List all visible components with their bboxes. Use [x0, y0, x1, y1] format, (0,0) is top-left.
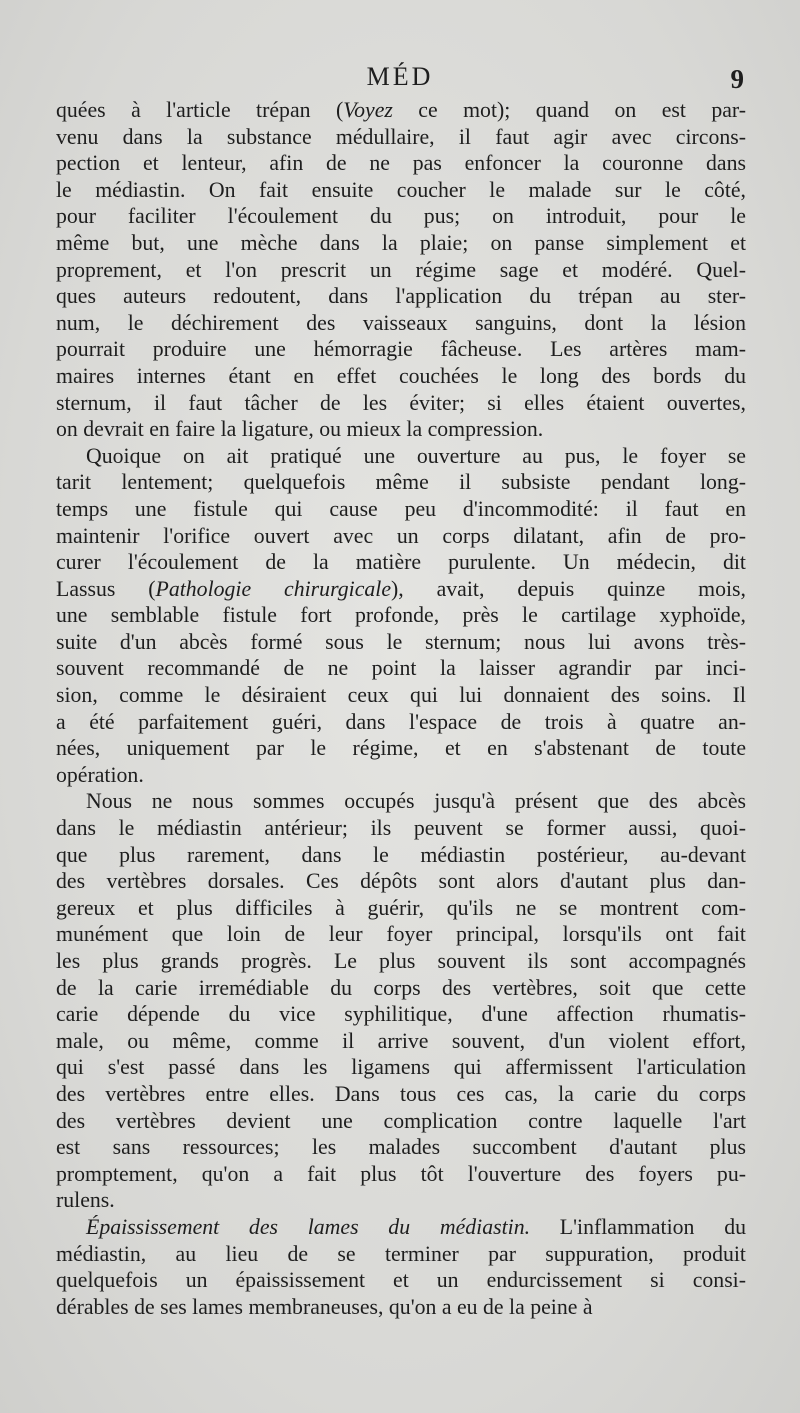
text-line: tarit lentement; quelquefois même il subsiste pendant long-	[56, 470, 746, 495]
body-text	[56, 97, 746, 1320]
text-line: Nous ne nous sommes occupés jusqu'à présent que des abcès	[86, 789, 746, 814]
running-title: MÉD	[366, 62, 434, 91]
text-line: venu dans la substance médullaire, il faut agir avec circons-	[56, 124, 746, 149]
text-line: nées, uniquement par le régime, et en s'abstenant de toute	[56, 736, 746, 761]
text-line: dérables de ses lames membraneuses, qu'on a eu de la peine à	[56, 1294, 593, 1319]
text-line: on devrait en faire la ligature, ou mieux la compression.	[56, 417, 544, 442]
text-line: ques auteurs redoutent, dans l'application du trépan au ster-	[56, 284, 746, 309]
text-line: sion, comme le désiraient ceux qui lui donnaient des soins. Il	[56, 683, 746, 708]
text-line: male, ou même, comme il arrive souvent, d'un violent effort,	[56, 1028, 746, 1053]
text-line: des vertèbres dorsales. Ces dépôts sont alors d'autant plus dan-	[56, 869, 746, 894]
text-line: a été parfaitement guéri, dans l'espace de trois à quatre an-	[56, 709, 746, 734]
text-line: munément que loin de leur foyer principal, lorsqu'ils ont fait	[56, 922, 746, 947]
text-line: médiastin, au lieu de se terminer par suppuration, produit	[56, 1241, 746, 1266]
text-line: num, le déchirement des vaisseaux sanguins, dont la lésion	[56, 310, 746, 335]
text-line: proprement, et l'on prescrit un régime sage et modéré. Quel-	[56, 257, 746, 282]
text-line: promptement, qu'on a fait plus tôt l'ouverture des foyers pu-	[56, 1161, 746, 1186]
page-number: 9	[730, 64, 744, 94]
text-line: opération.	[56, 762, 144, 787]
text-line: une semblable fistule fort profonde, près le cartilage xyphoïde,	[56, 603, 746, 628]
text-line: que plus rarement, dans le médiastin postérieur, au-devant	[56, 842, 746, 867]
text-line: pection et lenteur, afin de ne pas enfoncer la couronne dans	[56, 151, 746, 176]
text-line: maintenir l'orifice ouvert avec un corps dilatant, afin de pro-	[56, 523, 746, 548]
text-line: curer l'écoulement de la matière purulente. Un médecin, dit	[56, 550, 746, 575]
text-line: gereux et plus difficiles à guérir, qu'ils ne se montrent com-	[56, 895, 746, 920]
text-line: Quoique on ait pratiqué une ouverture au pus, le foyer se	[86, 443, 746, 468]
text-line: rulens.	[56, 1188, 115, 1213]
text-line: temps une fistule qui cause peu d'incommodité: il faut en	[56, 496, 746, 521]
text-line: les plus grands progrès. Le plus souvent ils sont accompagnés	[56, 949, 746, 973]
text-line: des vertèbres devient une complication contre laquelle l'art	[56, 1108, 746, 1133]
text-line: pourrait produire une hémorragie fâcheuse. Les artères mam-	[56, 337, 746, 362]
text-line: Épaississement des lames du médiastin. L'inflammation du	[86, 1214, 746, 1239]
running-head	[0, 62, 800, 96]
text-line: le médiastin. On fait ensuite coucher le malade sur le côté,	[56, 177, 746, 202]
text-line: qui s'est passé dans les ligamens qui affermissent l'articulation	[56, 1055, 746, 1080]
text-line: suite d'un abcès formé sous le sternum; nous lui avons très-	[56, 629, 746, 654]
text-line: maires internes étant en effet couchées le long des bords du	[56, 363, 746, 388]
text-line: dans le médiastin antérieur; ils peuvent se former aussi, quoi-	[56, 816, 746, 841]
text-line: des vertèbres entre elles. Dans tous ces cas, la carie du corps	[56, 1081, 746, 1106]
text-line: sternum, il faut tâcher de les éviter; si elles étaient ouvertes,	[56, 390, 746, 415]
text-line: même but, une mèche dans la plaie; on panse simplement et	[56, 230, 746, 255]
text-line: est sans ressources; les malades succombent d'autant plus	[56, 1135, 746, 1160]
text-line: souvent recommandé de ne point la laisser agrandir par inci-	[56, 656, 746, 681]
text-line: carie dépende du vice syphilitique, d'une affection rhumatis-	[56, 1002, 746, 1027]
text-line: Lassus (Pathologie chirurgicale), avait, depuis quinze mois,	[56, 576, 746, 601]
text-line: de la carie irremédiable du corps des vertèbres, soit que cette	[56, 975, 746, 1000]
text-line: pour faciliter l'écoulement du pus; on introduit, pour le	[56, 204, 746, 229]
text-line: quelquefois un épaississement et un endurcissement si consi-	[56, 1268, 746, 1293]
text-line: quées à l'article trépan (Voyez ce mot); quand on est par-	[56, 98, 746, 122]
